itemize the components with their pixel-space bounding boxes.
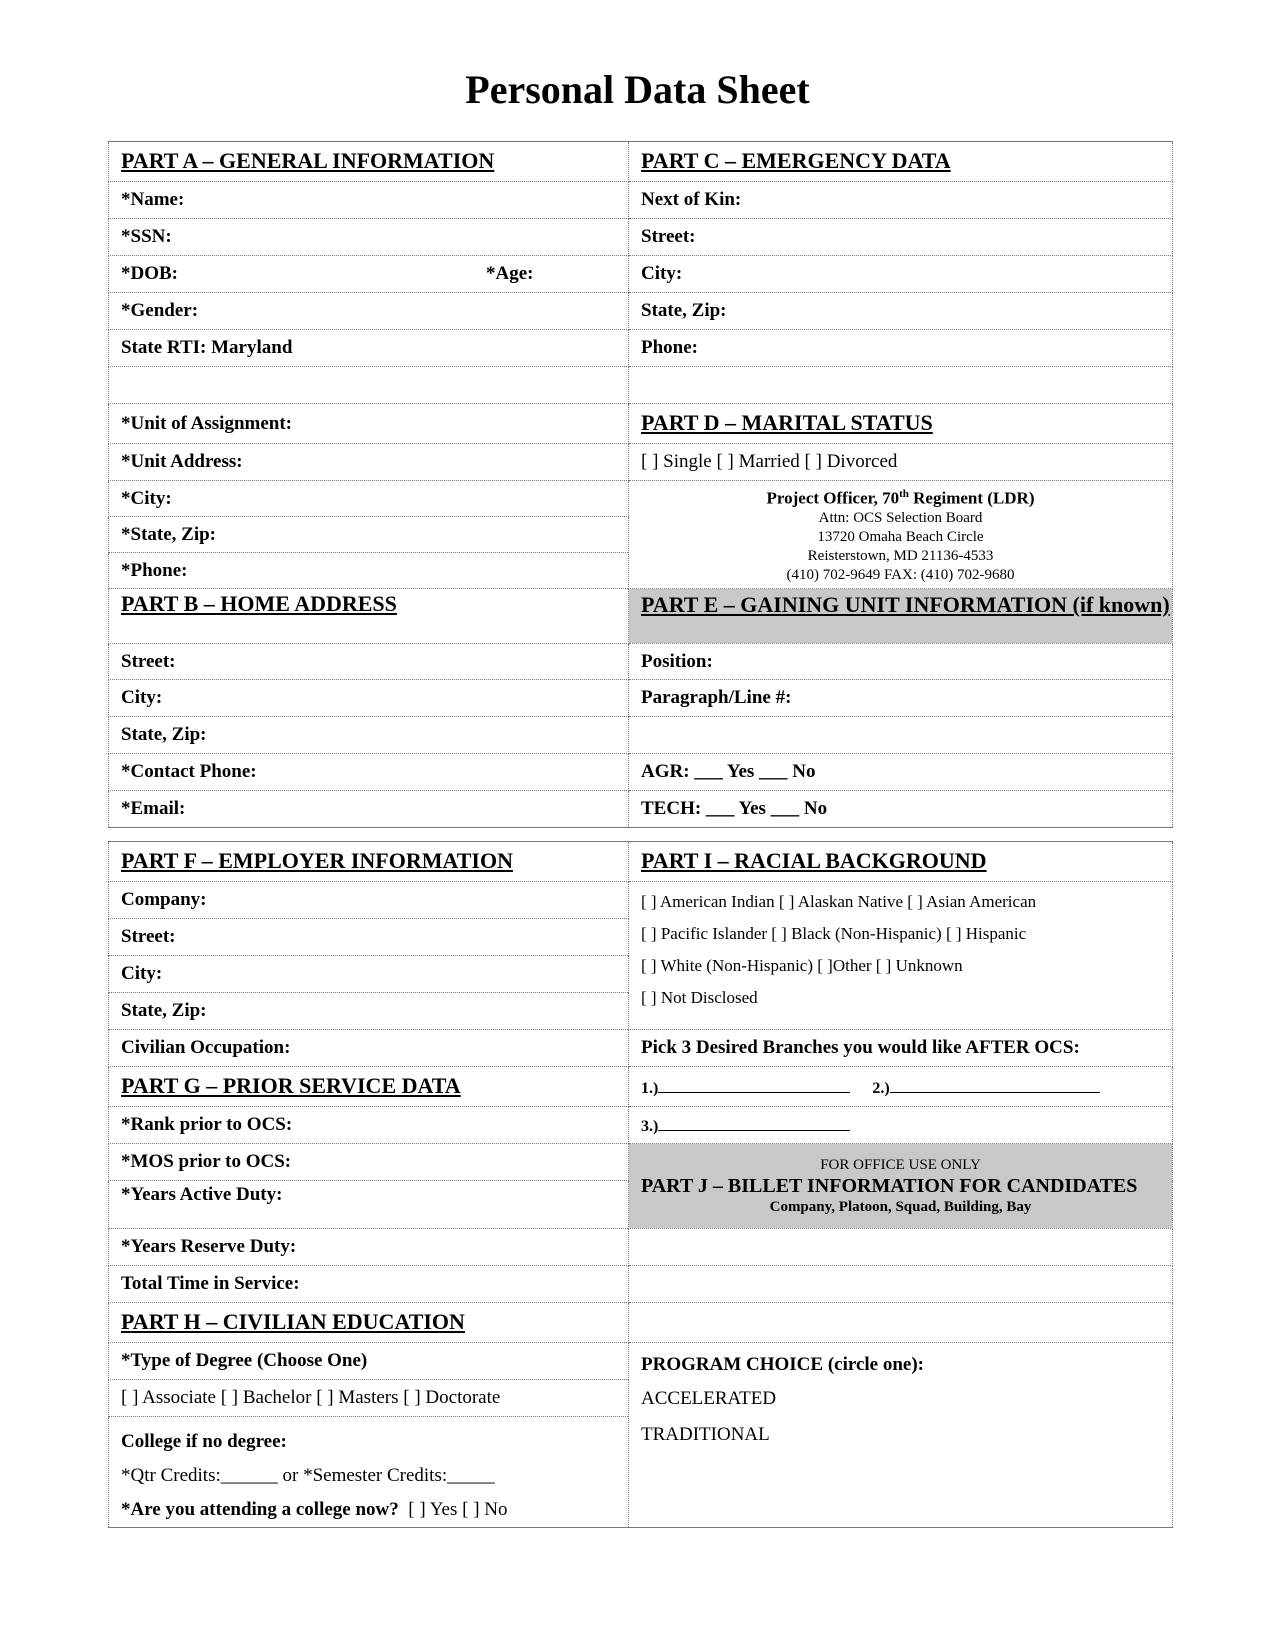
bottom-form-table: [108, 841, 1173, 1528]
branch-choices-row[interactable]: [629, 1067, 1173, 1107]
state-rti-field[interactable]: State RTI: Maryland: [109, 330, 629, 367]
part-b-heading-cell: [109, 589, 629, 644]
part-c-heading: PART C – EMERGENCY DATA: [641, 147, 951, 173]
credits-field[interactable]: *Qtr Credits:______ or *Semester Credits:_____: [121, 1465, 495, 1486]
unit-address-field[interactable]: *Unit Address:: [109, 444, 629, 481]
branch-three-line[interactable]: [658, 1112, 850, 1131]
name-field[interactable]: *Name:: [109, 182, 629, 219]
dob-field[interactable]: *DOB:: [121, 263, 178, 284]
employer-city-field[interactable]: City:: [109, 956, 629, 993]
attending-options[interactable]: [ ] Yes [ ] No: [408, 1499, 508, 1520]
email-field[interactable]: *Email:: [109, 791, 629, 828]
part-h-heading-cell: [109, 1303, 629, 1343]
mailing-phones: (410) 702-9649 FAX: (410) 702-9680: [786, 566, 1015, 583]
rank-field[interactable]: *Rank prior to OCS:: [109, 1107, 629, 1144]
blank-cell: [629, 717, 1173, 754]
emergency-street-field[interactable]: Street:: [629, 219, 1173, 256]
home-city-field[interactable]: City:: [109, 680, 629, 717]
part-h-heading: PART H – CIVILIAN EDUCATION: [121, 1308, 465, 1334]
part-c-heading-cell: [629, 142, 1173, 182]
emergency-phone-field[interactable]: Phone:: [629, 330, 1173, 367]
home-state-zip-field[interactable]: State, Zip:: [109, 717, 629, 754]
mailing-street: 13720 Omaha Beach Circle: [817, 528, 984, 545]
part-f-heading: PART F – EMPLOYER INFORMATION: [121, 847, 513, 873]
mailing-city: Reisterstown, MD 21136-4533: [807, 547, 994, 564]
part-a-heading-cell: [109, 142, 629, 182]
mailing-attn: Attn: OCS Selection Board: [818, 509, 983, 526]
attending-label: *Are you attending a college now?: [121, 1499, 399, 1520]
years-reserve-field[interactable]: *Years Reserve Duty:: [109, 1229, 629, 1266]
branch-three-label: 3.): [641, 1118, 659, 1135]
racial-options-row[interactable]: [ ] White (Non-Hispanic) [ ]Other [ ] Unknown: [641, 956, 963, 975]
company-field[interactable]: Company:: [109, 882, 629, 919]
next-of-kin-field[interactable]: Next of Kin:: [629, 182, 1173, 219]
home-street-field[interactable]: Street:: [109, 644, 629, 680]
racial-options-row[interactable]: [ ] Not Disclosed: [641, 988, 758, 1007]
part-b-heading: PART B – HOME ADDRESS: [121, 591, 397, 616]
degree-type-label: *Type of Degree (Choose One): [109, 1343, 629, 1380]
part-d-heading: PART D – MARITAL STATUS: [641, 409, 933, 435]
project-officer: Project Officer, 70th Regiment (LDR): [766, 488, 1035, 508]
civilian-occupation-field[interactable]: Civilian Occupation:: [109, 1030, 629, 1067]
part-j-block: [629, 1144, 1173, 1229]
branches-label: Pick 3 Desired Branches you would like AFTER OCS:: [629, 1030, 1173, 1067]
part-i-heading: PART I – RACIAL BACKGROUND: [641, 847, 987, 873]
top-form-table: [108, 141, 1173, 828]
racial-options-block[interactable]: [629, 882, 1173, 1030]
branch-one-line[interactable]: [658, 1074, 850, 1093]
program-choice-label: PROGRAM CHOICE (circle one):: [641, 1354, 925, 1375]
program-choice-block[interactable]: [629, 1343, 1173, 1528]
marital-status-options[interactable]: [ ] Single [ ] Married [ ] Divorced: [629, 444, 1173, 481]
part-j-subtitle: Company, Platoon, Squad, Building, Bay: [769, 1199, 1032, 1215]
years-active-field[interactable]: *Years Active Duty:: [109, 1181, 629, 1229]
emergency-city-field[interactable]: City:: [629, 256, 1173, 293]
unit-assignment-field[interactable]: *Unit of Assignment:: [109, 404, 629, 444]
ssn-field[interactable]: *SSN:: [109, 219, 629, 256]
emergency-state-zip-field[interactable]: State, Zip:: [629, 293, 1173, 330]
college-block: [109, 1417, 629, 1528]
branch-two-label: 2.): [872, 1079, 890, 1097]
blank-cell: [629, 1229, 1173, 1266]
racial-options-row[interactable]: [ ] Pacific Islander [ ] Black (Non-Hispanic) [ ] Hispanic: [641, 924, 1027, 943]
college-no-degree-label: College if no degree:: [121, 1431, 287, 1452]
agr-field[interactable]: AGR: ___ Yes ___ No: [629, 754, 1173, 791]
dob-age-row[interactable]: [109, 256, 629, 293]
program-accelerated[interactable]: ACCELERATED: [641, 1388, 777, 1409]
branch-two-line[interactable]: [890, 1074, 1100, 1093]
office-use-label: FOR OFFICE USE ONLY: [820, 1157, 981, 1173]
part-e-heading: PART E – GAINING UNIT INFORMATION (if known): [641, 592, 1170, 617]
program-traditional[interactable]: TRADITIONAL: [641, 1424, 770, 1445]
age-field[interactable]: *Age:: [486, 263, 534, 284]
racial-options-row[interactable]: [ ] American Indian [ ] Alaskan Native [ ] Asian American: [641, 892, 1037, 911]
blank-cell: [629, 1266, 1173, 1303]
part-d-heading-cell: [629, 404, 1173, 444]
paragraph-line-field[interactable]: Paragraph/Line #:: [629, 680, 1173, 717]
degree-options[interactable]: [ ] Associate [ ] Bachelor [ ] Masters [ ] Doctorate: [109, 1380, 629, 1417]
employer-street-field[interactable]: Street:: [109, 919, 629, 956]
part-g-heading: PART G – PRIOR SERVICE DATA: [121, 1072, 461, 1098]
position-field[interactable]: Position:: [629, 644, 1173, 680]
mailing-address-block: [629, 481, 1173, 589]
part-f-heading-cell: [109, 842, 629, 882]
gender-field[interactable]: *Gender:: [109, 293, 629, 330]
unit-phone-field[interactable]: *Phone:: [109, 553, 629, 589]
branch-one-label: 1.): [641, 1079, 659, 1097]
part-j-heading: PART J – BILLET INFORMATION FOR CANDIDATES: [641, 1175, 1138, 1197]
part-a-heading: PART A – GENERAL INFORMATION: [121, 147, 495, 173]
employer-state-zip-field[interactable]: State, Zip:: [109, 993, 629, 1030]
tech-field[interactable]: TECH: ___ Yes ___ No: [629, 791, 1173, 828]
mos-field[interactable]: *MOS prior to OCS:: [109, 1144, 629, 1181]
unit-city-field[interactable]: *City:: [109, 481, 629, 517]
blank-cell: [109, 367, 629, 404]
total-time-field[interactable]: Total Time in Service:: [109, 1266, 629, 1303]
branch-three-row[interactable]: [629, 1107, 1173, 1144]
part-i-heading-cell: [629, 842, 1173, 882]
blank-cell: [629, 367, 1173, 404]
part-e-heading-cell: [629, 589, 1173, 644]
contact-phone-field[interactable]: *Contact Phone:: [109, 754, 629, 791]
unit-state-zip-field[interactable]: *State, Zip:: [109, 517, 629, 553]
page-title: Personal Data Sheet: [465, 67, 810, 112]
attending-row[interactable]: [121, 1493, 628, 1527]
blank-cell: [629, 1303, 1173, 1343]
part-g-heading-cell: [109, 1067, 629, 1107]
